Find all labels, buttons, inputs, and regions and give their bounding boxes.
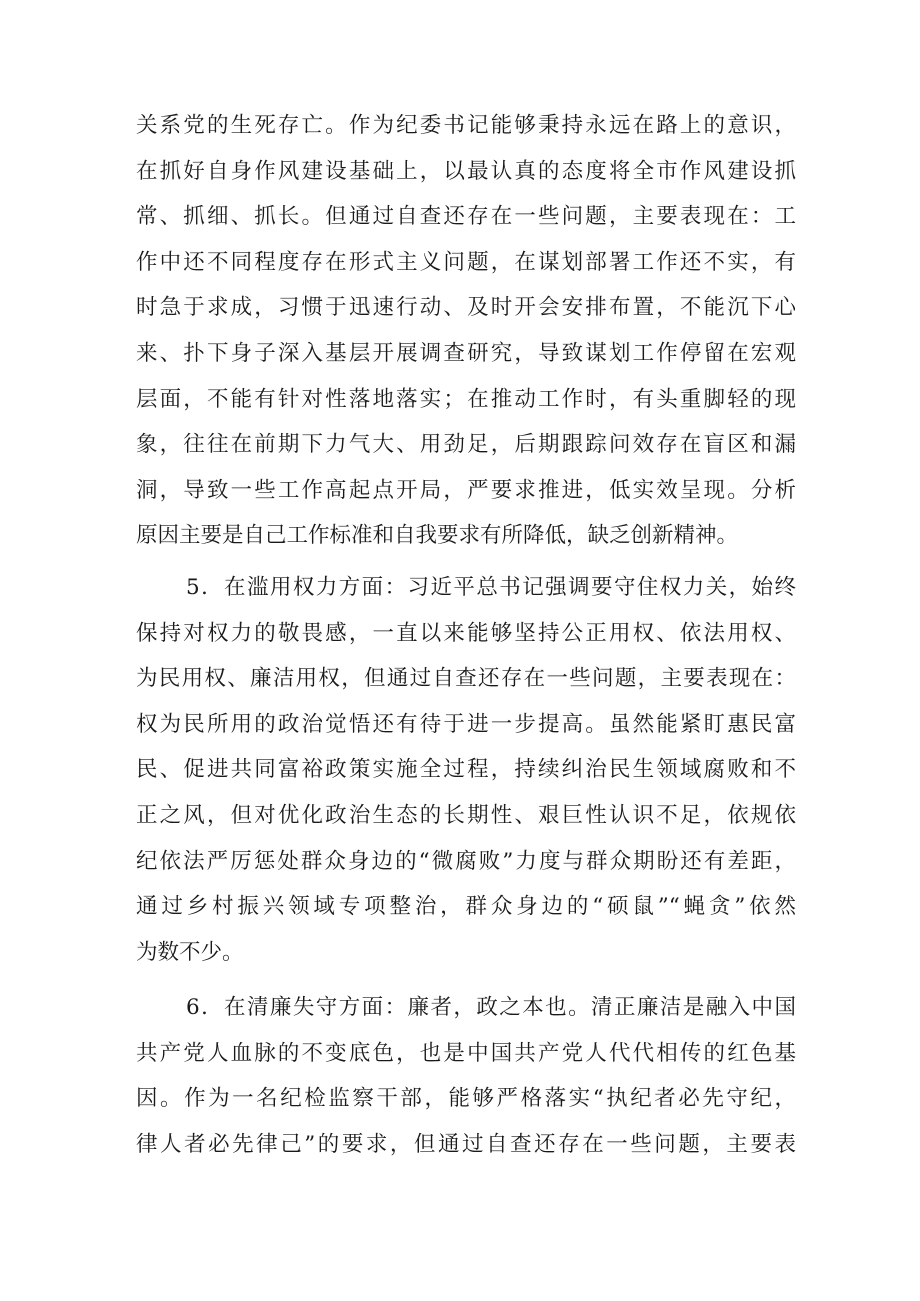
- text-line: 象，往往在前期下力气大、用劲足，后期跟踪问效存在盲区和漏: [136, 432, 796, 458]
- text-line: 为数不少。: [136, 939, 244, 965]
- text-line: 为民用权、廉洁用权，但通过自查还存在一些问题，主要表现在：: [136, 666, 796, 692]
- text-line: 权为民所用的政治觉悟还有待于进一步提高。虽然能紧盯惠民富: [136, 711, 796, 737]
- text-line: 常、抓细、抓长。但通过自查还存在一些问题，主要表现在：工: [136, 204, 796, 230]
- text-line: 洞，导致一些工作高起点开局，严要求推进，低实效呈现。分析: [136, 477, 796, 503]
- document-body: [136, 103, 796, 1168]
- text-line: 来、扑下身子深入基层开展调查研究，导致谋划工作停留在宏观: [136, 340, 796, 366]
- text-line: 正之风，但对优化政治生态的长期性、艰巨性认识不足，依规依: [136, 802, 796, 828]
- text-line-first: 6．在清廉失守方面：廉者，政之本也。清正廉洁是融入中国: [186, 995, 796, 1021]
- text-line: 保持对权力的敬畏感，一直以来能够坚持公正用权、依法用权、: [136, 620, 796, 646]
- text-line: 通过乡村振兴领域专项整治，群众身边的“硕鼠”“蝇贪”依然: [136, 894, 796, 920]
- text-line: 关系党的生死存亡。作为纪委书记能够秉持永远在路上的意识，: [136, 113, 796, 138]
- text-line: 因。作为一名纪检监察干部，能够严格落实“执纪者必先守纪，: [136, 1086, 796, 1112]
- text-line: 层面，不能有针对性落地落实；在推动工作时，有头重脚轻的现: [136, 386, 796, 412]
- text-line: 作中还不同程度存在形式主义问题，在谋划部署工作还不实，有: [136, 249, 796, 275]
- text-line: 纪依法严厉惩处群众身边的“微腐败”力度与群众期盼还有差距，: [136, 848, 796, 874]
- paragraph-continued: [136, 103, 796, 559]
- text-line: 在抓好自身作风建设基础上，以最认真的态度将全市作风建设抓: [136, 158, 796, 184]
- text-line: 民、促进共同富裕政策实施全过程，持续纠治民生领域腐败和不: [136, 757, 796, 783]
- text-line: 时急于求成，习惯于迅速行动、及时开会安排布置，不能沉下心: [136, 295, 796, 321]
- paragraph-spacer: [136, 975, 796, 985]
- text-line: 共产党人血脉的不变底色，也是中国共产党人代代相传的红色基: [136, 1040, 796, 1066]
- text-line: 原因主要是自己工作标准和自我要求有所降低，缺乏创新精神。: [136, 523, 739, 549]
- paragraph-item-6: [136, 985, 796, 1167]
- paragraph-item-5: [136, 565, 796, 975]
- text-line: 律人者必先律己”的要求，但通过自查还存在一些问题，主要表: [136, 1132, 796, 1158]
- text-line-first: 5．在滥用权力方面：习近平总书记强调要守住权力关，始终: [186, 574, 796, 600]
